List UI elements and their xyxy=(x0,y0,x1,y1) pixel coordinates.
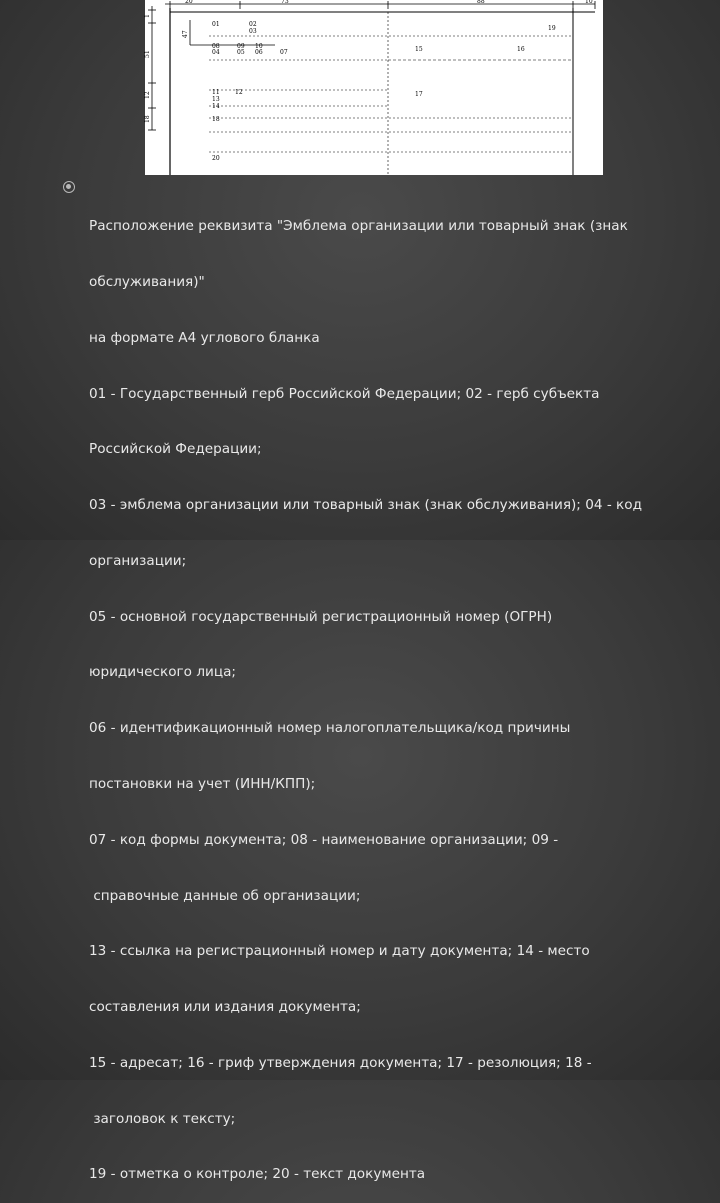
label-13: 13 xyxy=(212,96,220,103)
label-09: 09 xyxy=(237,43,245,50)
description-line: постановки на учет (ИНН/КПП); xyxy=(89,776,316,792)
description-line: юридического лица; xyxy=(89,664,237,681)
label-12: 12 xyxy=(235,89,243,96)
label-11: 11 xyxy=(212,89,220,96)
description-line: организации; xyxy=(89,552,187,569)
dim-left-5: 18 xyxy=(144,115,151,123)
dim-left-2: 47 xyxy=(182,30,189,38)
emblem-block xyxy=(190,20,275,45)
top-dimension-line xyxy=(165,1,595,9)
description-line: Российской Федерации; xyxy=(89,441,262,458)
label-14: 14 xyxy=(212,103,220,110)
description-line: справочные данные об организации; xyxy=(89,887,361,904)
label-03: 03 xyxy=(249,28,257,35)
description-line: 13 - ссылка на регистрационный номер и дату документа; 14 - место xyxy=(89,943,590,960)
description-line: Расположение реквизита "Эмблема организации или товарный знак (знак xyxy=(89,218,628,235)
row-separators xyxy=(209,36,573,152)
label-15: 15 xyxy=(415,46,423,53)
label-20: 20 xyxy=(212,155,220,162)
description-line: 07 - код формы документа; 08 - наименование организации; 09 - xyxy=(89,831,559,848)
dim-top-4: 10 xyxy=(585,0,593,5)
label-16: 16 xyxy=(517,46,525,53)
dim-left-4: 12 xyxy=(144,91,151,99)
dim-top-1: 20 xyxy=(185,0,193,5)
description-line: составления или издания документа; xyxy=(89,999,361,1016)
label-18: 18 xyxy=(212,116,220,123)
label-02: 02 xyxy=(249,21,257,28)
description-text xyxy=(89,180,709,1203)
description-line: обслуживания)" xyxy=(89,273,205,290)
bullet-icon xyxy=(62,180,76,194)
label-08: 08 xyxy=(212,43,220,50)
description-line: 19 - отметка о контроле; 20 - текст документа xyxy=(89,1166,426,1183)
description-line: заголовок к тексту; xyxy=(89,1110,236,1127)
label-17: 17 xyxy=(415,91,423,98)
dim-left-3: 51 xyxy=(144,50,151,58)
description-line: 06 - идентификационный номер налогоплательщика/код причины xyxy=(89,720,571,737)
description-line: 15 - адресат; 16 - гриф утверждения документа; 17 - резолюция; 18 - xyxy=(89,1054,592,1071)
dim-top-3: 88 xyxy=(477,0,485,5)
form-layout-svg xyxy=(145,0,603,175)
label-01: 01 xyxy=(212,21,220,28)
dim-top-2: 73 xyxy=(281,0,289,5)
label-19: 19 xyxy=(548,25,556,32)
label-05: 05 xyxy=(237,49,245,56)
description-line: 01 - Государственный герб Российской Федерации; 02 - герб субъекта xyxy=(89,385,600,402)
description-line: 05 - основной государственный регистрационный номер (ОГРН) xyxy=(89,608,553,625)
label-06: 06 xyxy=(255,49,263,56)
left-dimension-line xyxy=(148,6,156,130)
page-frame xyxy=(170,8,595,175)
form-layout-diagram xyxy=(145,0,603,175)
description-line: на формате А4 углового бланка xyxy=(89,329,320,346)
label-04: 04 xyxy=(212,49,220,56)
dim-left-1: 1 xyxy=(144,14,151,18)
label-10: 10 xyxy=(255,43,263,50)
description-line: 03 - эмблема организации или товарный знак (знак обслуживания); 04 - код xyxy=(89,497,642,514)
label-07: 07 xyxy=(280,49,288,56)
